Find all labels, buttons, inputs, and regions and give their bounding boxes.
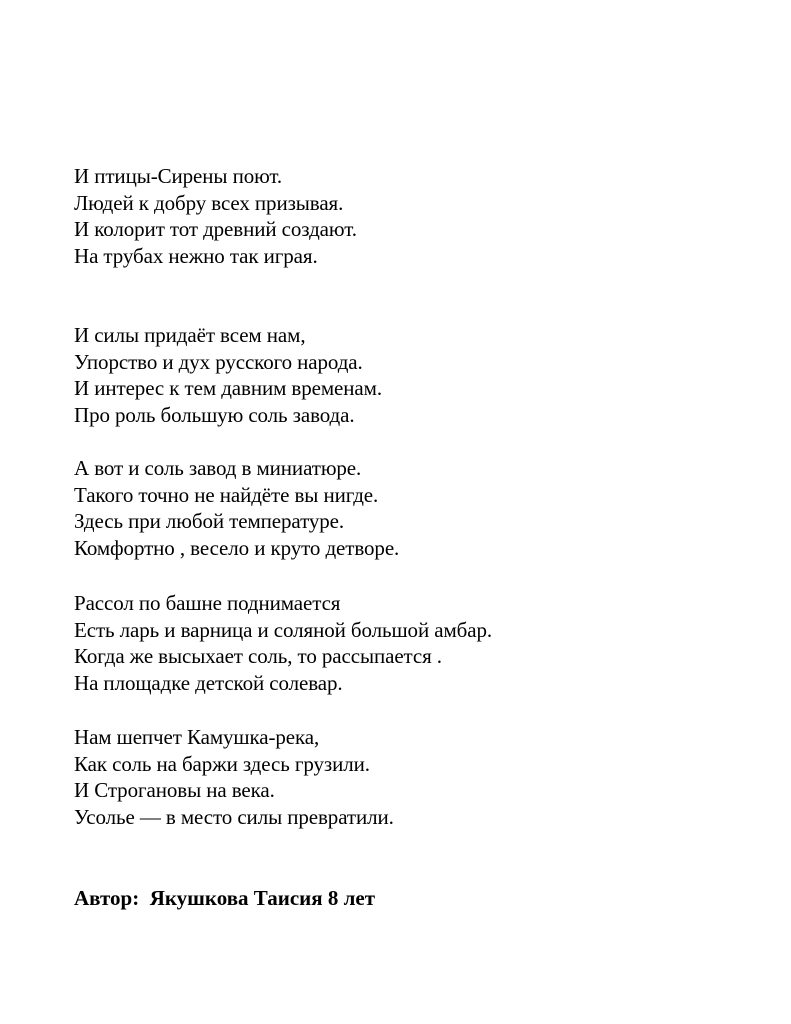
poem-stanza-1 <box>74 163 357 269</box>
poem-stanza-3 <box>74 455 399 561</box>
poem-stanza-2 <box>74 322 382 428</box>
poem-stanza-5 <box>74 724 394 830</box>
poem-line: На площадке детской солевар. <box>74 670 343 695</box>
poem-line: Людей к добру всех призывая. <box>74 190 344 215</box>
poem-line: Усолье — в место силы превратили. <box>74 804 394 829</box>
poem-line: Как соль на баржи здесь грузили. <box>74 751 370 776</box>
poem-line: Такого точно не найдёте вы нигде. <box>74 482 379 507</box>
poem-line: Рассол по башне поднимается <box>74 591 341 615</box>
poem-line: И птицы-Сирены поют. <box>74 164 283 188</box>
poem-line: Здесь при любой температуре. <box>74 509 345 533</box>
poem-line: Когда же высыхает соль, то рассыпается . <box>74 644 442 668</box>
poem-line: И Строгановы на века. <box>74 778 275 802</box>
poem-line: Есть ларь и варница и соляной большой амбар. <box>74 617 492 642</box>
poem-stanza-4 <box>74 590 492 696</box>
poem-line: А вот и соль завод в миниатюре. <box>74 456 362 480</box>
poem-line: Нам шепчет Камушка-река, <box>74 725 320 749</box>
poem-line: Упорство и дух русского народа. <box>74 349 363 374</box>
poem-line: И силы придаёт всем нам, <box>74 323 306 347</box>
author-credit: Автор: Якушкова Таисия 8 лет <box>74 886 376 910</box>
poem-line: И колорит тот древний создают. <box>74 217 357 241</box>
poem-line: Комфортно , весело и круто детворе. <box>74 535 400 560</box>
poem-line: Про роль большую соль завода. <box>74 402 355 427</box>
poem-line: И интерес к тем давним временам. <box>74 376 382 400</box>
poem-line: На трубах нежно так играя. <box>74 243 318 268</box>
